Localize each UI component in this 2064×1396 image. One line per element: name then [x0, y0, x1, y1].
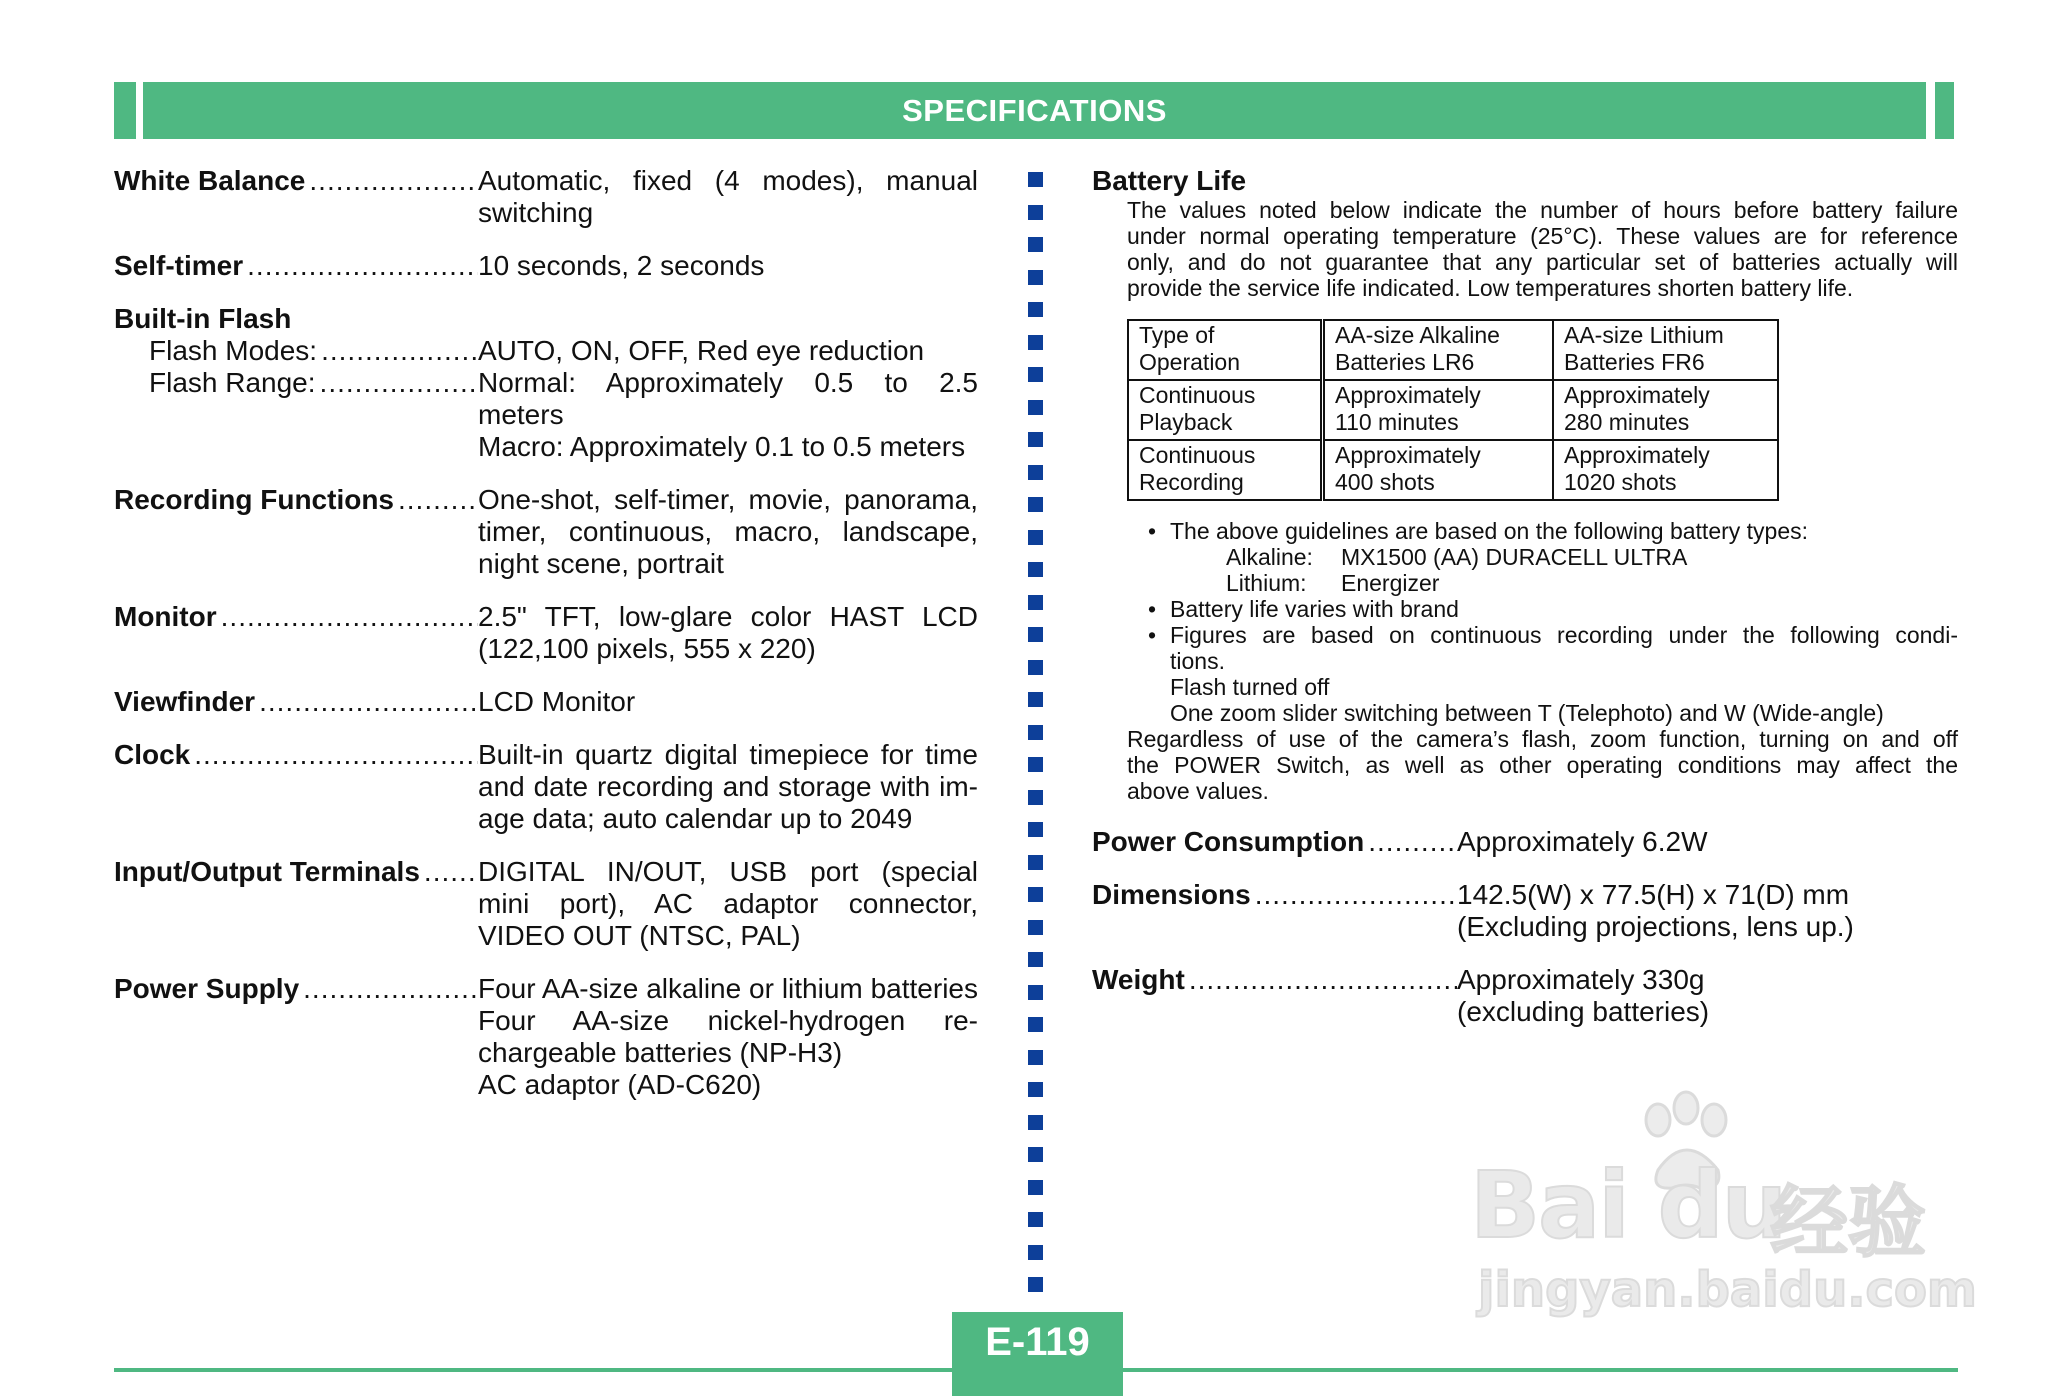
intro-line: only, and do not guarantee that any particular set of batteries actually will — [1127, 249, 1958, 275]
spec-built-in-flash — [114, 303, 978, 463]
page-number: E-119 — [985, 1320, 1090, 1364]
spec-clock — [114, 739, 978, 835]
flash-modes-value: AUTO, ON, OFF, Red eye reduction — [478, 335, 925, 366]
divider-square — [1028, 887, 1043, 902]
spec-value: night scene, portrait — [478, 548, 724, 579]
divider-square — [1028, 270, 1043, 285]
flash-modes-label: Flash Modes: — [149, 335, 318, 366]
spec-label: Input/Output Terminals — [114, 856, 420, 887]
table-header-row — [1128, 320, 1778, 380]
spec-value: (Excluding projections, lens up.) — [1457, 911, 1854, 942]
spec-value: Approximately 6.2W — [1457, 826, 1708, 857]
spec-value: and date recording and storage with im- — [478, 771, 978, 802]
spec-monitor — [114, 601, 978, 665]
spec-value: chargeable batteries (NP-H3) — [478, 1037, 843, 1068]
right-column — [1092, 165, 1958, 1049]
battery-life-intro — [1127, 197, 1958, 301]
watermark-url: jingyan.baidu.com — [1478, 1262, 1977, 1318]
spec-label: Clock — [114, 739, 191, 770]
divider-square — [1028, 1050, 1043, 1065]
divider-square — [1028, 660, 1043, 675]
divider-square — [1028, 1212, 1043, 1227]
divider-square — [1028, 497, 1043, 512]
divider-square — [1028, 530, 1043, 545]
table-row — [1128, 440, 1778, 500]
spec-viewfinder — [114, 686, 978, 718]
divider-square — [1028, 205, 1043, 220]
divider-square — [1028, 985, 1043, 1000]
spec-white-balance — [114, 165, 978, 229]
divider-square — [1028, 1245, 1043, 1260]
spec-value: timer, continuous, macro, landscape, — [478, 516, 978, 547]
divider-square — [1028, 952, 1043, 967]
battery-life-table — [1127, 319, 1779, 501]
note-bullet: • Battery life varies with brand — [1148, 596, 1958, 622]
page-title: SPECIFICATIONS — [902, 92, 1167, 128]
divider-square — [1028, 757, 1043, 772]
spec-value: DIGITAL IN/OUT, USB port (special — [478, 856, 978, 887]
divider-square — [1028, 1180, 1043, 1195]
spec-value: Approximately 330g — [1457, 964, 1705, 995]
table-cell: Type of Operation — [1128, 320, 1323, 380]
flash-range-value: Normal: Approximately 0.5 to 2.5 — [478, 367, 978, 398]
divider-square — [1028, 367, 1043, 382]
spec-label: Recording Functions — [114, 484, 394, 515]
intro-line: under normal operating temperature (25°C). These values are for reference — [1127, 223, 1958, 249]
divider-square — [1028, 920, 1043, 935]
divider-square — [1028, 1115, 1043, 1130]
spec-weight — [1092, 964, 1958, 1028]
column-divider — [1028, 172, 1044, 1300]
divider-square — [1028, 432, 1043, 447]
spec-label: Power Consumption — [1092, 826, 1365, 857]
divider-square — [1028, 562, 1043, 577]
spec-value: VIDEO OUT (NTSC, PAL) — [478, 920, 801, 951]
spec-value: Four AA-size alkaline or lithium batteries — [478, 973, 978, 1004]
table-row — [1128, 380, 1778, 440]
divider-square — [1028, 595, 1043, 610]
table-cell: AA-size Alkaline Batteries LR6 — [1323, 320, 1554, 380]
divider-square — [1028, 302, 1043, 317]
divider-square — [1028, 1147, 1043, 1162]
divider-square — [1028, 465, 1043, 480]
intro-line: provide the service life indicated. Low temperatures shorten battery life. — [1127, 275, 1854, 301]
spec-value: LCD Monitor — [478, 686, 636, 717]
divider-square — [1028, 172, 1043, 187]
spec-value: Automatic, fixed (4 modes), manual — [478, 165, 978, 196]
note-condition: One zoom slider switching between T (Telephoto) and W (Wide-angle) — [1170, 700, 1884, 726]
divider-square — [1028, 627, 1043, 642]
spec-value: mini port), AC adaptor connector, — [478, 888, 978, 919]
spec-io-terminals — [114, 856, 978, 952]
note-lithium: Lithium: Energizer — [1226, 570, 1440, 596]
table-cell: AA-size Lithium Batteries FR6 — [1553, 320, 1778, 380]
table-cell: Approximately 1020 shots — [1553, 440, 1778, 500]
spec-value: 142.5(W) x 77.5(H) x 71(D) mm — [1457, 879, 1850, 910]
watermark-chinese: 经验 — [1770, 1178, 1927, 1268]
spec-dimensions — [1092, 879, 1958, 943]
baidu-watermark — [1470, 1090, 1977, 1330]
battery-life-title: Battery Life — [1092, 165, 1247, 196]
divider-square — [1028, 237, 1043, 252]
divider-square — [1028, 692, 1043, 707]
spec-value: 2.5" TFT, low-glare color HAST LCD — [478, 601, 978, 632]
section-header — [114, 82, 1954, 139]
spec-label: White Balance — [114, 165, 306, 196]
table-cell: Continuous Playback — [1128, 380, 1323, 440]
left-column — [114, 165, 978, 1122]
note-disclaimer: Regardless of use of the camera’s flash, zoom function, turning on and off the POWER Switch, as well as other operating conditions may affect the above values. — [1127, 726, 1958, 804]
flash-range-value: meters — [478, 399, 564, 430]
spec-label: Built-in Flash — [114, 303, 292, 334]
header-right-bar — [1935, 82, 1954, 139]
divider-square — [1028, 1082, 1043, 1097]
spec-recording-functions — [114, 484, 978, 580]
spec-value: age data; auto calendar up to 2049 — [478, 803, 913, 834]
table-cell: Approximately 110 minutes — [1323, 380, 1554, 440]
spec-value: One-shot, self-timer, movie, panorama, — [478, 484, 978, 515]
spec-value: (excluding batteries) — [1457, 996, 1710, 1027]
spec-label: Power Supply — [114, 973, 300, 1004]
flash-range-label: Flash Range: — [149, 367, 316, 398]
divider-square — [1028, 790, 1043, 805]
header-bar — [143, 82, 1926, 139]
spec-self-timer — [114, 250, 978, 282]
spec-power-consumption — [1092, 826, 1958, 858]
note-condition: Flash turned off — [1170, 674, 1330, 700]
spec-label: Dimensions — [1092, 879, 1251, 910]
spec-value: 10 seconds, 2 seconds — [478, 250, 765, 281]
watermark-brand: Bai du — [1470, 1152, 1786, 1259]
spec-value: switching — [478, 197, 594, 228]
spec-value: Four AA-size nickel-hydrogen re- — [478, 1005, 978, 1036]
flash-range-value: Macro: Approximately 0.1 to 0.5 meters — [478, 431, 966, 462]
spec-value: (122,100 pixels, 555 x 220) — [478, 633, 816, 664]
spec-value: Built-in quartz digital timepiece for time — [478, 739, 978, 770]
divider-square — [1028, 725, 1043, 740]
divider-square — [1028, 855, 1043, 870]
header-left-bar — [114, 82, 136, 139]
footer-line-right — [1123, 1368, 1958, 1372]
note-bullet: • Figures are based on continuous recording under the following condi- tions. Flash turned off One zoom slider switching between T (Telephoto) and W (Wide-angle) — [1148, 622, 1958, 726]
divider-square — [1028, 1277, 1043, 1292]
divider-square — [1028, 822, 1043, 837]
page-number-tab — [952, 1312, 1123, 1396]
table-cell: Continuous Recording — [1128, 440, 1323, 500]
footer-line-left — [114, 1368, 952, 1372]
divider-square — [1028, 335, 1043, 350]
note-bullet: • The above guidelines are based on the following battery types: Alkaline: MX1500 (AA) DURACELL ULTRA Lithium: Energizer — [1148, 518, 1958, 596]
spec-power-supply — [114, 973, 978, 1101]
table-cell: Approximately 280 minutes — [1553, 380, 1778, 440]
table-cell: Approximately 400 shots — [1323, 440, 1554, 500]
spec-label: Self-timer — [114, 250, 244, 281]
spec-label: Monitor — [114, 601, 217, 632]
spec-label: Weight — [1092, 964, 1185, 995]
divider-square — [1028, 400, 1043, 415]
divider-square — [1028, 1017, 1043, 1032]
intro-line: The values noted below indicate the number of hours before battery failure — [1127, 197, 1958, 223]
note-alkaline: Alkaline: MX1500 (AA) DURACELL ULTRA — [1226, 544, 1688, 570]
spec-value: AC adaptor (AD-C620) — [478, 1069, 762, 1100]
spec-label: Viewfinder — [114, 686, 256, 717]
battery-notes — [1092, 518, 1958, 804]
